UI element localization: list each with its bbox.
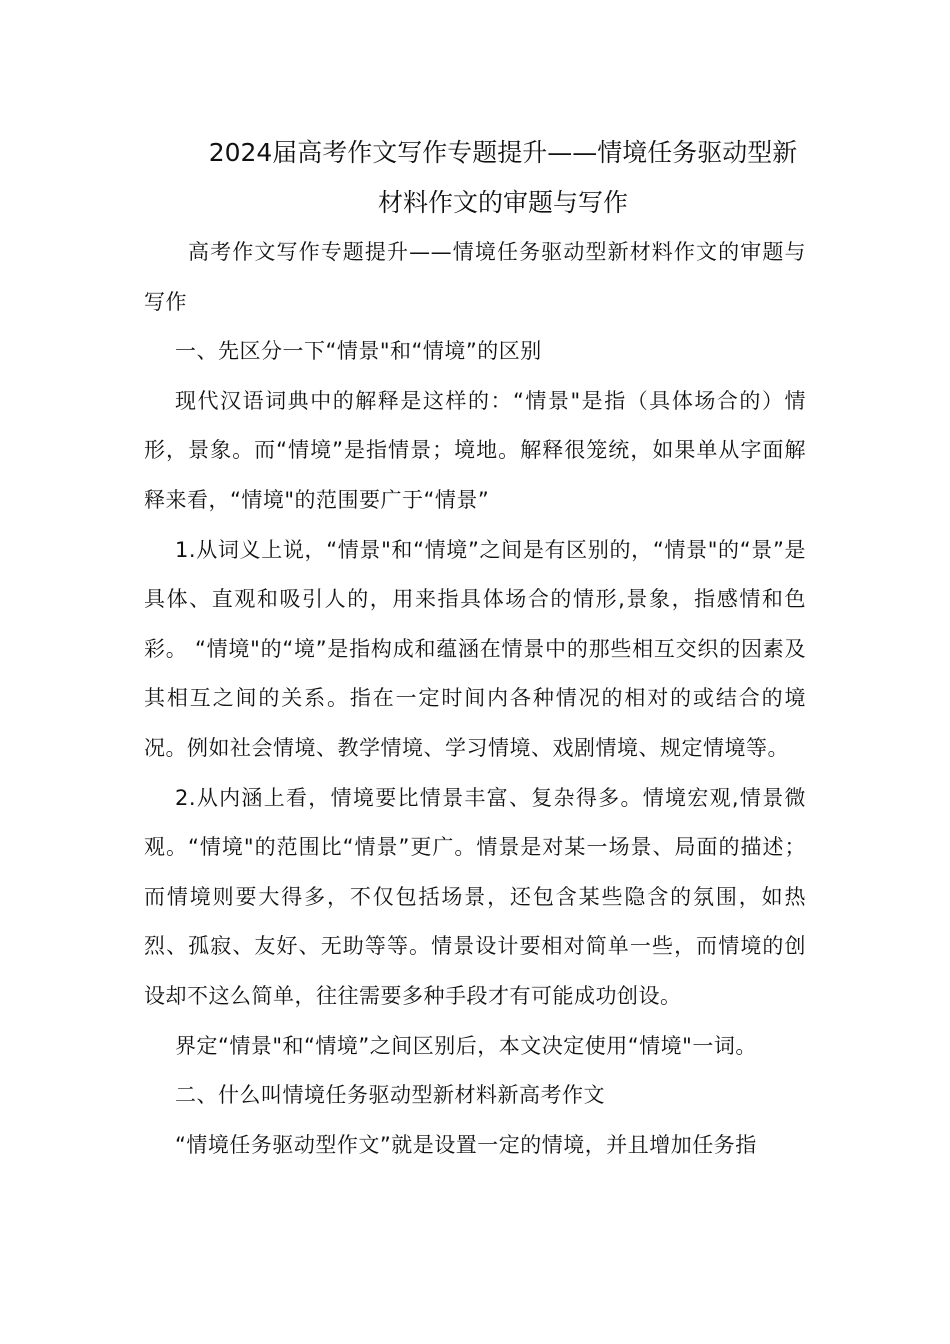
paragraph-point-2: 2.从内涵上看，情境要比情景丰富、复杂得多。情境宏观,情景微观。“情境"的范围比“情景”更广。情景是对某一场景、局面的描述；而情境则要大得多，不仅包括场景，还包含某些隐含的氛围，如热烈、孤寂、友好、无助等等。情景设计要相对简单一些，而情境的创设却不这么简单，往往需要多种手段才有可能成功创设。	[144, 785, 806, 1008]
paragraph-subtitle: 高考作文写作专题提升——情境任务驱动型新材料作文的审题与写作	[144, 240, 806, 314]
document-title: 2024届高考作文写作专题提升——情境任务驱动型新材料作文的审题与写作	[208, 138, 798, 217]
document-body	[144, 128, 806, 1170]
paragraph-section-2-intro: “情境任务驱动型作文”就是设置一定的情境，并且增加任务指	[175, 1132, 757, 1157]
paragraph-conclusion: 界定“情景"和“情境”之间区别后，本文决定使用“情境"一词。	[175, 1033, 757, 1058]
paragraph-point-1: 1.从词义上说，“情景"和“情境”之间是有区别的，“情景"的“景”是具体、直观和吸引人的，用来指具体场合的情形,景象，指感情和色彩。 “情境"的“境”是指构成和蕴涵在情景中的那些相互交织的因素及其相互之间的关系。指在一定时间内各种情况的相对的或结合的境况。例如社会情境、教学情境、学习情境、戏剧情境、规定情境等。	[144, 537, 806, 760]
heading-section-2: 二、什么叫情境任务驱动型新材料新高考作文	[175, 1083, 605, 1108]
heading-section-1: 一、先区分一下“情景"和“情境”的区别	[175, 339, 542, 364]
paragraph-definition: 现代汉语词典中的解释是这样的：“情景"是指（具体场合的）情形，景象。而“情境”是指情景；境地。解释很笼统，如果单从字面解释来看，“情境"的范围要广于“情景”	[144, 388, 806, 512]
